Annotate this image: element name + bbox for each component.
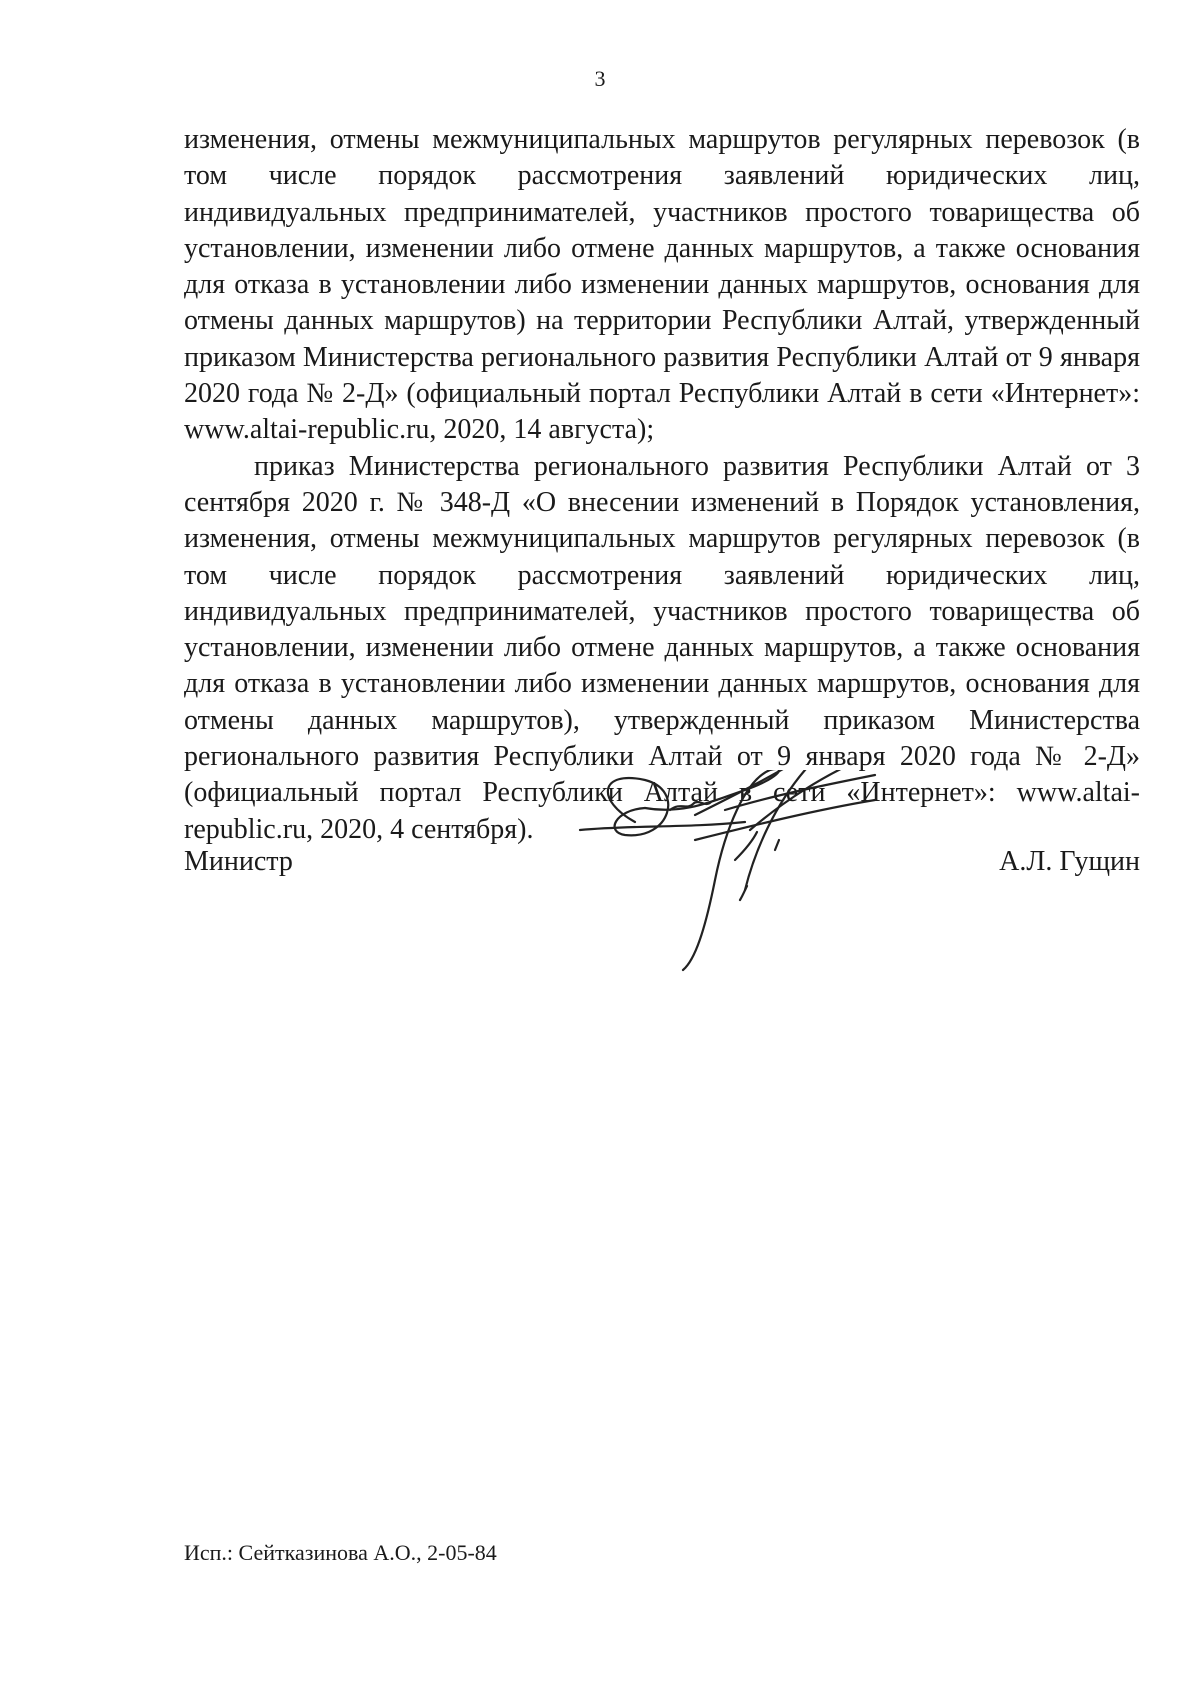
signatory-position: Министр <box>184 846 293 877</box>
paragraph-order-348d: приказ Министерства регионального развития Республики Алтай от 3 сентября 2020 г. № 348-Д «О внесении изменений в Порядок установления, изменения, отмены межмуниципальных маршрутов регулярных перевозок (в том числе порядок рассмотрения заявлений юридических лиц, индивидуальных предпринимателей, участников простого товарищества об установлении, изменении либо отмене данных маршрутов, а также основания для отказа в установлении либо изменении данных маршрутов, основания для отмены данных маршрутов), утвержденный приказом Министерства регионального развития Республики Алтай от 9 января 2020 года № 2-Д» (официальный портал Республики Алтай в сети «Интернет»: www.altai-republic.ru, 2020, 4 сентября). <box>184 450 1140 845</box>
executor-contact: Исп.: Сейтказинова А.О., 2-05-84 <box>184 1540 497 1565</box>
signatory-name: А.Л. Гущин <box>999 846 1140 877</box>
paragraph-continuation: изменения, отмены межмуниципальных маршрутов регулярных перевозок (в том числе порядок рассмотрения заявлений юридических лиц, индивидуальных предпринимателей, участников простого товарищества об установлении, изменении либо отмене данных маршрутов, а также основания для отказа в установлении либо изменении данных маршрутов, основания для отмены данных маршрутов) на территории Республики Алтай, утвержденный приказом Министерства регионального развития Республики Алтай от 9 января 2020 года № 2-Д» (официальный портал Республики Алтай в сети «Интернет»: www.altai-republic.ru, 2020, 14 августа); <box>184 124 1140 446</box>
page-number: 3 <box>594 66 606 91</box>
handwritten-signature <box>575 770 1015 980</box>
document-body <box>184 122 1140 848</box>
